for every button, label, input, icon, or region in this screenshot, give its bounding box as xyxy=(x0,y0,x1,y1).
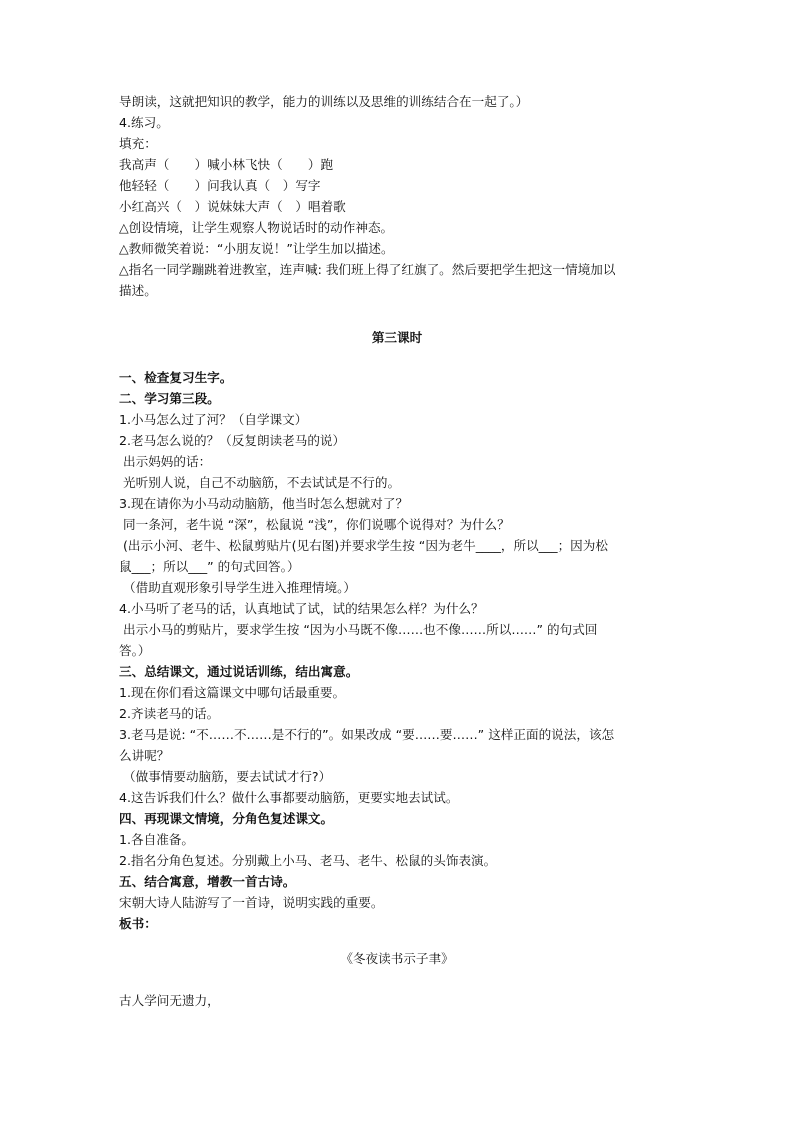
board-writing-label: 板书： xyxy=(119,916,157,931)
exercise-heading: 4.练习。 xyxy=(119,115,169,130)
activity-item: △教师微笑着说：“小朋友说！”让学生加以描述。 xyxy=(119,241,394,256)
step-item: 2.指名分角色复述。分别戴上小马、老马、老牛、松鼠的头饰表演。 xyxy=(119,853,497,868)
step-item: 1.各自准备。 xyxy=(119,832,194,847)
activity-item: △创设情境，让学生观察人物说话时的动作神态。 xyxy=(119,220,394,235)
step-detail: 答。） xyxy=(119,643,151,658)
step-detail: （借助直观形象引导学生进入推理情境。） xyxy=(119,580,356,595)
activity-item: △指名一同学蹦跳着进教室，连声喊: 我们班上得了红旗了。然后要把学生把这一情境加以 xyxy=(119,262,616,277)
activity-item-continued: 描述。 xyxy=(119,283,157,298)
step-detail: 鼠___；所以___” 的句式回答。） xyxy=(119,559,300,574)
step-item: 4.这告诉我们什么？做什么事都要动脑筋，更要实地去试试。 xyxy=(119,790,459,805)
step-item: 1.小马怎么过了河？（自学课文） xyxy=(119,412,308,427)
step-item: 4.小马听了老马的话，认真地试了试，试的结果怎么样？为什么？ xyxy=(119,601,484,616)
lesson-body xyxy=(119,367,679,934)
top-text-block xyxy=(119,91,679,301)
fill-in-item: 他轻轻（ ）问我认真（ ）写字 xyxy=(119,178,321,193)
step-detail: 出示妈妈的话： xyxy=(119,454,212,469)
step-item: 3.老马是说: “不……不……是不行的”。如果改成 “要……要……” 这样正面的说法，该怎 xyxy=(119,727,615,742)
section-heading: 五、结合寓意，增教一首古诗。 xyxy=(119,874,296,889)
step-item: 1.现在你们看这篇课文中哪句话最重要。 xyxy=(119,685,346,700)
step-item: 3.现在请你为小马动动脑筋，他当时怎么想就对了？ xyxy=(119,496,409,511)
fill-in-label: 填充： xyxy=(119,136,157,151)
step-item: 2.老马怎么说的？（反复朗读老马的说） xyxy=(119,433,346,448)
section-heading: 二、学习第三段。 xyxy=(119,391,220,406)
fill-in-item: 我高声（ ）喊小林飞快（ ）跑 xyxy=(119,157,334,172)
section-heading: 一、检查复习生字。 xyxy=(119,370,233,385)
paragraph-line: 导朗读，这就把知识的教学，能力的训练以及思维的训练结合在一起了。） xyxy=(119,94,529,109)
fill-in-item: 小红高兴（ ）说妹妹大声（ ）唱着歌 xyxy=(119,199,346,214)
step-detail: (出示小河、老牛、松鼠剪贴片(见右图)并要求学生按 “因为老牛____，所以___；因为松 xyxy=(119,538,608,553)
lesson-title: 第三课时 xyxy=(371,330,423,345)
poem-title: 《冬夜读书示子聿》 xyxy=(340,951,454,966)
step-item: 2.齐读老马的话。 xyxy=(119,706,220,721)
step-detail: 同一条河，老牛说 “深”，松鼠说 “浅”，你们说哪个说得对？为什么？ xyxy=(119,517,510,532)
step-item-continued: 么讲呢？ xyxy=(119,748,170,763)
step-detail: 出示小马的剪贴片，要求学生按 “因为小马既不像……也不像……所以……” 的句式回 xyxy=(119,622,598,637)
poem-line: 古人学问无遗力， xyxy=(119,993,220,1008)
section-heading: 三、总结课文，通过说话训练，结出寓意。 xyxy=(119,664,359,679)
step-detail: （做事情要动脑筋，要去试试才行?） xyxy=(119,769,332,784)
step-item: 宋朝大诗人陆游写了一首诗，说明实践的重要。 xyxy=(119,895,384,910)
step-detail: 光听别人说，自己不动脑筋，不去试试是不行的。 xyxy=(119,475,401,490)
section-heading: 四、再现课文情境，分角色复述课文。 xyxy=(119,811,334,826)
